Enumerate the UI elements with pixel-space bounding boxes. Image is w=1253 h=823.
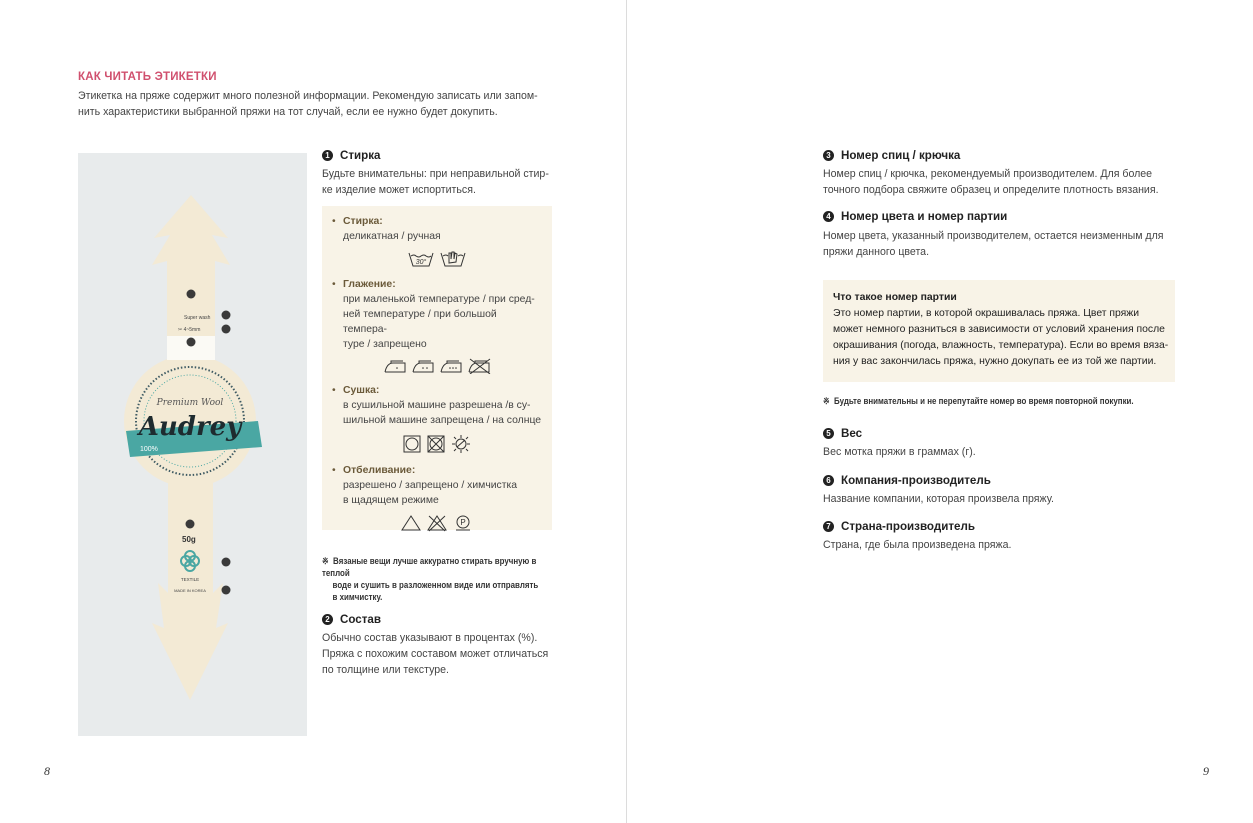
body-line: Обычно состав указывают в процентах (%). bbox=[322, 632, 538, 644]
body-line: пряжи данного цвета. bbox=[823, 246, 930, 258]
page-gutter bbox=[626, 0, 627, 823]
wash-30-icon bbox=[407, 250, 435, 268]
svg-text:MADE IN KOREA: MADE IN KOREA bbox=[174, 588, 206, 593]
lot-box-title: Что такое номер партии bbox=[833, 292, 957, 303]
number-badge: 3 bbox=[823, 150, 834, 161]
heading-text: Страна-производитель bbox=[841, 520, 975, 533]
item-heading-composition bbox=[322, 613, 381, 626]
item-body-washing bbox=[322, 166, 549, 198]
note-line: Будьте внимательны и не перепутайте номер во время повторной покупки. bbox=[834, 396, 1134, 406]
care-text: в сушильной машине разрешена /в су- bbox=[343, 400, 531, 411]
body-line: точного подбора свяжите образец и определите плотность вязания. bbox=[823, 184, 1159, 196]
item-body-weight: Вес мотка пряжи в граммах (г). bbox=[823, 446, 976, 458]
care-title: Сушка: bbox=[343, 385, 380, 396]
care-title: Глажение: bbox=[343, 279, 396, 290]
note-mark: ※ bbox=[322, 556, 329, 566]
item-heading-weight bbox=[823, 427, 862, 440]
iron-medium-icon bbox=[411, 358, 435, 374]
lot-box-line: ния у вас закончилась пряжа, нужно докупать ее из той же партии. bbox=[833, 356, 1157, 367]
dry-clean-p-icon bbox=[452, 514, 474, 532]
care-title: Отбеливание: bbox=[343, 465, 416, 476]
body-line: Пряжа с похожим составом может отличаться bbox=[322, 648, 549, 660]
yarn-label-photo bbox=[78, 153, 307, 736]
washing-note bbox=[322, 555, 551, 603]
iron-forbidden-icon bbox=[467, 358, 491, 374]
item-body-color-lot bbox=[823, 228, 1164, 260]
note-mark: ※ bbox=[823, 396, 830, 406]
item-heading-washing bbox=[322, 149, 381, 162]
care-text: ней температуре / при большой темпера- bbox=[343, 309, 497, 335]
heading-text: Номер цвета и номер партии bbox=[841, 210, 1008, 223]
svg-text:Super wash: Super wash bbox=[184, 315, 211, 321]
number-badge: 1 bbox=[322, 150, 333, 161]
heading-text: Состав bbox=[340, 613, 382, 626]
tumble-dry-icon bbox=[402, 434, 422, 454]
care-item-iron bbox=[332, 277, 542, 352]
note-line: Вязаные вещи лучше аккуратно стирать вручную в теплой bbox=[322, 556, 537, 578]
care-symbols-box bbox=[322, 206, 552, 530]
lot-box-line: может немного разниться в зависимости от условий хранения после bbox=[833, 324, 1165, 335]
label-brand-logo: Audrey bbox=[138, 412, 242, 442]
care-text: разрешено / запрещено / химчистка bbox=[343, 480, 518, 491]
item-heading-country bbox=[823, 520, 975, 533]
body-line: Номер цвета, указанный производителем, остается неизменным для bbox=[823, 230, 1164, 242]
heading-text: Вес bbox=[841, 427, 863, 440]
item-body-needles bbox=[823, 166, 1159, 198]
hand-wash-icon bbox=[439, 250, 467, 268]
intro-line: нить характеристики выбранной пряжи на тот случай, если ее нужно будет докупить. bbox=[78, 106, 498, 118]
heading-text: Номер спиц / крючка bbox=[841, 149, 961, 162]
care-text: в щадящем режиме bbox=[343, 495, 439, 506]
svg-text:50g: 50g bbox=[182, 535, 196, 544]
number-badge: 2 bbox=[322, 614, 333, 625]
intro-line: Этикетка на пряже содержит много полезной информации. Рекомендую записать или запом- bbox=[78, 90, 538, 102]
lot-note bbox=[823, 395, 1175, 407]
number-badge: 6 bbox=[823, 475, 834, 486]
number-badge: 7 bbox=[823, 521, 834, 532]
svg-text:TEXTILE: TEXTILE bbox=[180, 577, 200, 582]
care-text: шильной машине запрещена / на солнце bbox=[343, 415, 542, 426]
number-badge: 5 bbox=[823, 428, 834, 439]
body-line: ке изделие может испортиться. bbox=[322, 184, 476, 196]
lot-info-box bbox=[823, 280, 1175, 382]
care-text: туре / запрещено bbox=[343, 339, 427, 350]
care-item-dry bbox=[332, 383, 542, 428]
heading-text: Стирка bbox=[340, 149, 381, 162]
iron-high-icon bbox=[439, 358, 463, 374]
care-text: при маленькой температуре / при сред- bbox=[343, 294, 535, 305]
item-heading-company bbox=[823, 474, 991, 487]
item-body-composition bbox=[322, 630, 548, 678]
item-body-country: Страна, где была произведена пряжа. bbox=[823, 539, 1012, 551]
sun-dry-icon bbox=[450, 434, 472, 454]
care-text: деликатная / ручная bbox=[343, 231, 441, 242]
lot-box-line: окрашивания (погода, влажность, температура). Если во время вяза- bbox=[833, 340, 1169, 351]
item-heading-color-lot bbox=[823, 210, 1007, 223]
body-line: по толщине или текстуре. bbox=[322, 664, 449, 676]
bleach-forbidden-icon bbox=[426, 514, 448, 532]
number-badge: 4 bbox=[823, 211, 834, 222]
bleach-icon bbox=[400, 514, 422, 532]
iron-low-icon bbox=[383, 358, 407, 374]
care-item-wash bbox=[332, 214, 542, 244]
svg-text:P: P bbox=[460, 518, 466, 527]
heading-text: Компания-производитель bbox=[841, 474, 991, 487]
note-line: в химчистку. bbox=[332, 592, 383, 602]
svg-text:30°: 30° bbox=[415, 259, 427, 266]
tumble-dry-forbidden-icon bbox=[426, 434, 446, 454]
svg-text:100%: 100% bbox=[140, 446, 158, 453]
item-body-company: Название компании, которая произвела пряжу. bbox=[823, 493, 1054, 505]
intro-text bbox=[78, 88, 538, 120]
note-line: воде и сушить в разложенном виде или отправлять bbox=[332, 580, 539, 590]
body-line: Номер спиц / крючка, рекомендуемый производителем. Для более bbox=[823, 168, 1153, 180]
care-item-bleach bbox=[332, 463, 542, 508]
page-number-left: 8 bbox=[44, 764, 50, 778]
item-heading-needles bbox=[823, 149, 960, 162]
section-title: КАК ЧИТАТЬ ЭТИКЕТКИ bbox=[78, 71, 217, 83]
svg-text:✂ 4~5mm: ✂ 4~5mm bbox=[178, 327, 201, 333]
body-line: Будьте внимательны: при неправильной стир- bbox=[322, 168, 549, 180]
lot-box-line: Это номер партии, в которой окрашивалась пряжа. Цвет пряжи bbox=[833, 308, 1140, 319]
care-title: Стирка: bbox=[343, 216, 383, 227]
label-script-text: Premium Wool bbox=[156, 398, 224, 408]
page-number-right: 9 bbox=[1203, 764, 1209, 778]
